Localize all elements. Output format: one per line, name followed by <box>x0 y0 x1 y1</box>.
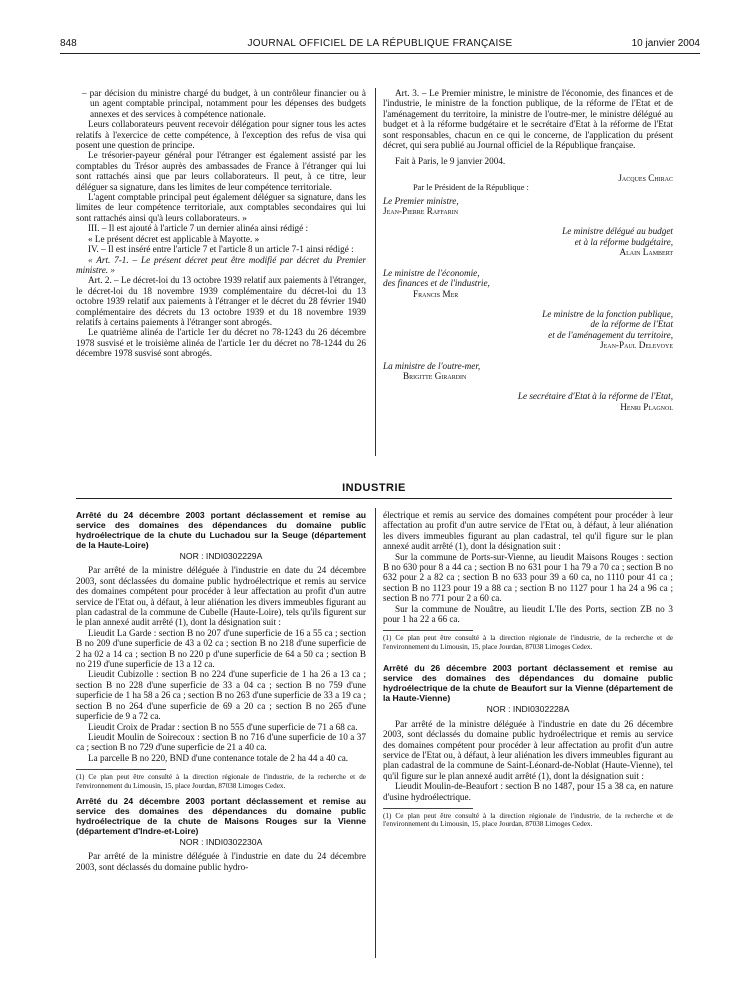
paragraph: L'agent comptable principal peut également déléguer sa signature, dans les limites de leur compétence territoriale, aux comptables secondaires qui lui sont rattachés ainsi qu'à leurs collaborateurs. » <box>76 192 366 223</box>
paragraph: III. – Il est ajouté à l'article 7 un dernier alinéa ainsi rédigé : <box>88 223 309 234</box>
issue-date: 10 janvier 2004 <box>631 38 700 49</box>
journal-title: JOURNAL OFFICIEL DE LA RÉPUBLIQUE FRANÇAISE <box>247 38 513 49</box>
paragraph: « Art. 7-1. – Le présent décret peut être modifié par décret du Premier ministre. » <box>76 254 366 275</box>
signatory-title: des finances et de l'industrie, <box>383 278 490 289</box>
paragraph: Leurs collaborateurs peuvent recevoir délégation pour signer tous les actes relatifs à l'exercice de cette compétence, à l'exception des refus de visa qui posent une question de principe. <box>76 119 366 151</box>
article-title: Arrêté du 24 décembre 2003 portant déclassement et remise au service des domaines des dépendances du domaine public hydroélectrique de la chute de Maisons Rouges sur la Vienne (département d'Indre-et-Loire) <box>76 795 366 836</box>
footnote-rule <box>383 630 473 631</box>
section-title: INDUSTRIE <box>342 482 406 494</box>
page-number: 848 <box>60 38 77 49</box>
article-title: Arrêté du 26 décembre 2003 portant déclassement et remise au service des domaines des dépendances du domaine public hydroélectrique de la chute de Beaufort sur la Vienne (département de la Haute-Vienne) <box>383 663 673 704</box>
paragraph: Lieudit Moulin-de-Beaufort : section B no 1487, pour 15 a 38 ca, en nature d'usine hydroélectrique. <box>383 781 673 802</box>
signatory-title: Le ministre de l'économie, <box>383 267 480 278</box>
top-left-column <box>76 88 366 359</box>
paragraph: Art. 2. – Le décret-loi du 13 octobre 1939 relatif aux paiements à l'étranger, le décret-loi du 18 novembre 1939 complémentaire du décret-loi du 13 octobre 1939 relatif aux paiements à l'étranger et le décret du 28 février 1940 complémentaire des décrets du 13 octobre 1939 et du 18 novembre 1939 relatifs à certains paiements à l'étranger sont abrogés. <box>76 275 366 327</box>
paragraph: Lieudit Cubizolle : section B no 224 d'une superficie de 1 ha 26 a 13 ca ; section B no 228 d'une superficie de 33 a 04 ca ; section B no 759 d'une superficie de 1 ha 58 a 26 ca ; section B no 263 d'une superficie de 33 a 19 ca ; section B no 264 d'une superficie de 69 a 20 ca ; section B no 265 d'une superficie de 9 a 72 ca. <box>76 669 366 722</box>
nor-reference: NOR : INDI0302229A <box>179 551 263 561</box>
footnote-rule <box>76 769 166 770</box>
signatory-title: Le ministre de la fonction publique, <box>542 308 673 319</box>
column-divider <box>375 88 376 456</box>
signatory-title: de la réforme de l'Etat <box>590 319 673 330</box>
paragraph: « Le présent décret est applicable à Mayotte. » <box>88 233 260 244</box>
signatory-title: La ministre de l'outre-mer, <box>383 360 481 371</box>
section-rule <box>76 498 672 499</box>
president-name: Jacques Chirac <box>618 172 673 183</box>
paragraph: Lieudit La Garde : section B no 207 d'une superficie de 16 a 55 ca ; section B no 209 d'une superficie de 43 a 02 ca ; section B no 218 d'une superficie de 2 ha 02 a 14 ca ; section B no 220 p d'une superficie de 64 a 50 ca ; section B no 219 d'une superficie de 13 a 12 ca. <box>76 627 366 670</box>
signatory-name: Jean-Paul Delevoye <box>600 340 673 351</box>
paragraph: Lieudit Croix de Pradar : section B no 555 d'une superficie de 71 a 68 ca. <box>88 721 358 732</box>
signatory-name: Henri Plagnol <box>620 401 673 412</box>
par-le-president: Par le Président de la République : <box>413 183 529 193</box>
header-rule <box>60 53 700 54</box>
footnote: (1) Ce plan peut être consulté à la direction régionale de l'industrie, de la recherche et de l'environnement du Limousin, 15, place Jourdan, 87038 Limoges Cedex. <box>383 634 673 651</box>
bottom-left-column <box>76 510 366 872</box>
signatory-title: Le ministre délégué au budget <box>562 226 673 237</box>
article-3: Art. 3. – Le Premier ministre, le ministre de l'économie, des finances et de l'industrie, le ministre de la fonction publique, de la réforme de l'Etat et de l'aménagement du territoire, la ministre de l'outre-mer, le ministre délégué au budget et à la réforme budgétaire et le secrétaire d'Etat à la réforme de l'Etat sont responsables, chacun en ce qui le concerne, de l'application du présent décret, qui sera publié au Journal officiel de la République française. <box>383 88 673 151</box>
signatory-title: et de l'aménagement du territoire, <box>548 329 673 340</box>
paragraph: Le trésorier-payeur général pour l'étranger est également assisté par les comptables du Trésor auprès des ambassades de France à l'étranger qui lui sont rattachés ainsi que par leurs collaborateurs. Il peut, à ce titre, leur déléguer sa signature, dans les limites de leur compétence territoriale. <box>76 150 366 192</box>
bottom-right-column <box>383 510 673 829</box>
page-header <box>60 38 700 54</box>
nor-reference: NOR : INDI0302228A <box>486 704 570 715</box>
paragraph: Le quatrième alinéa de l'article 1er du décret no 78-1243 du 26 décembre 1978 susvisé et le troisième alinéa de l'article 1er du décret no 78-1244 du 26 décembre 1978 susvisé sont abrogés. <box>76 327 366 359</box>
top-right-column <box>383 88 673 412</box>
signatory-name: Brigitte Girardin <box>403 370 467 381</box>
signatory-title: Le secrétaire d'Etat à la réforme de l'Etat, <box>517 391 673 402</box>
paragraph: IV. – Il est inséré entre l'article 7 et l'article 8 un article 7-1 ainsi rédigé : <box>88 244 354 255</box>
paragraph: Par arrêté de la ministre déléguée à l'industrie en date du 26 décembre 2003, sont déclassés du domaine public hydroélectrique et remis au service des domaines compétent pour procéder à leur affectation au profit d'un autre service de l'Etat ou, à défaut, à leur aliénation les divers immeubles figurant au plan cadastral de la commune de Saint-Léonard-de-Noblat (Haute-Vienne), tel qu'il figure sur le plan annexé audit arrêté (1), dont la désignation suit : <box>383 718 673 781</box>
paragraph: Sur la commune de Nouâtre, au lieudit L'Ile des Ports, section ZB no 3 pour 1 ha 22 a 66 ca. <box>383 603 673 625</box>
paragraph: Sur la commune de Ports-sur-Vienne, au lieudit Maisons Rouges : section B no 630 pour 8 a 44 ca ; section B no 631 pour 1 ha 79 a 70 ca ; section B no 632 pour 2 a 82 ca ; section B no 633 pour 39 a 60 ca, no 1110 pour 41 ca ; section B no 1123 pour 19 a 88 ca ; section B no 1127 pour 1 ha 24 a 96 ca ; section B no 771 pour 2 a 60 ca. <box>383 551 673 604</box>
nor-reference: NOR : INDI0302230A <box>179 836 263 847</box>
signatory-name: Jean-Pierre Raffarin <box>383 206 459 217</box>
paragraph: – par décision du ministre chargé du budget, à un contrôleur financier ou à un agent comptable principal, notamment pour les dépenses des budgets annexes et des services à compétence nationale. <box>82 88 366 119</box>
signatory-name: Francis Mer <box>413 288 459 299</box>
paragraph: La parcelle B no 220, BND d'une contenance totale de 2 ha 44 a 40 ca. <box>88 752 349 763</box>
footnote-rule <box>383 808 473 809</box>
paragraph: électrique et remis au service des domaines compétent pour procéder à leur affectation au profit d'un autre service de l'Etat ou, à défaut, à leur aliénation les divers immeubles figurant au plan cadastral, tel qu'il figure sur le plan annexé audit arrêté (1), dont la désignation suit : <box>383 510 673 552</box>
signatory-title: Le Premier ministre, <box>383 195 459 206</box>
footnote: (1) Ce plan peut être consulté à la direction régionale de l'industrie, de la recherche et de l'environnement du Limousin, 15, place Jourdan, 87038 Limoges Cedex. <box>76 773 366 790</box>
paragraph: Par arrêté de la ministre déléguée à l'industrie en date du 24 décembre 2003, sont déclassés du domaine public hydro- <box>76 851 366 872</box>
column-divider <box>375 508 376 958</box>
paragraph: Par arrêté de la ministre déléguée à l'industrie en date du 24 décembre 2003, sont déclassées du domaine public hydroélectrique et remis au service des domaines compétent pour procéder à leur affectation au profit d'un autre service de l'Etat ou, à défaut, à leur aliénation les divers immeubles figurant au plan cadastral de la commune de Cubelle (Haute-Loire), tels qu'ils figurent sur le plan annexé audit arrêté (1), dont la désignation suit : <box>76 565 366 628</box>
done-at: Fait à Paris, le 9 janvier 2004. <box>395 156 506 167</box>
paragraph: Lieudit Moulin de Soirecoux : section B no 716 d'une superficie de 10 a 37 ca ; section B no 729 d'une superficie de 21 a 40 ca. <box>76 731 366 753</box>
signatory-name: Alain Lambert <box>619 247 673 258</box>
footnote: (1) Ce plan peut être consulté à la direction régionale de l'industrie, de la recherche et de l'environnement du Limousin, 15, place Jourdan, 87038 Limoges Cedex. <box>383 811 673 829</box>
signatory-title: et à la réforme budgétaire, <box>574 236 673 247</box>
article-title: Arrêté du 24 décembre 2003 portant déclassement et remise au service des domaines des dépendances du domaine public hydroélectrique de la chute du Luchadou sur la Seuge (département de la Haute-Loire) <box>76 510 366 550</box>
